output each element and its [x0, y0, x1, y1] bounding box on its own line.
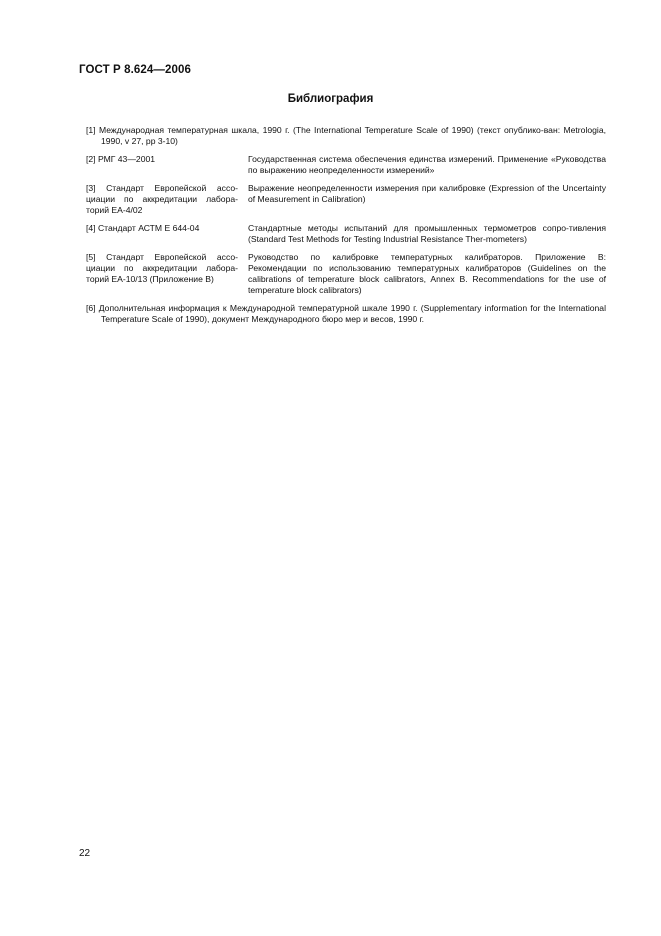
standard-id: ГОСТ Р 8.624—2006: [79, 64, 191, 76]
bibliography-entry-2: [86, 154, 606, 176]
bibliography-entry-1: [1] Международная температурная шкала, 1990 г. (The International Temperature Scale of 1990) (текст опублико-ван: Metrologia, 1990, v 27, pp 3-10): [86, 125, 606, 146]
entry-reference: [5] Стандарт Европейской ассо-циации по аккредитации лабора-торий ЕА-10/13 (Приложение В): [86, 252, 238, 284]
entry-reference: [4] Стандарт АСТМ Е 644-04: [86, 223, 200, 233]
bibliography-heading: Библиография: [287, 93, 374, 105]
entry-description: Выражение неопределенности измерения при калибровке (Expression of the Uncertainty of Measurement in Calibration): [248, 183, 606, 204]
bibliography-entry-4: [86, 223, 606, 245]
entry-reference: [2] РМГ 43—2001: [86, 154, 156, 164]
bibliography-entry-5: [86, 252, 606, 296]
bibliography-entry-3: [86, 183, 606, 216]
entry-description: Государственная система обеспечения единства измерений. Применение «Руководства по выражению неопределенности измерений»: [248, 154, 606, 175]
bibliography-list: [86, 125, 606, 332]
entry-reference: [3] Стандарт Европейской ассо-циации по аккредитации лабора-торий ЕА-4/02: [86, 183, 238, 215]
page-number: 22: [79, 848, 91, 859]
entry-description: Руководство по калибровке температурных калибраторов. Приложение В: Рекомендации по использованию температурных калибраторов (Guidelines on the calibrations of temperature block calibrators, Annex B. Recommendations for the use of temperature block calibrators): [248, 252, 606, 295]
bibliography-entry-6: [6] Дополнительная информация к Международной температурной шкале 1990 г. (Supplementary information for the International Temperature Scale of 1990), документ Международного бюро мер и весов, 1990 г.: [86, 303, 606, 324]
entry-description: Стандартные методы испытаний для промышленных термометров сопро-тивления (Standard Test Methods for Testing Industrial Resistance Ther-mometers): [248, 223, 606, 244]
